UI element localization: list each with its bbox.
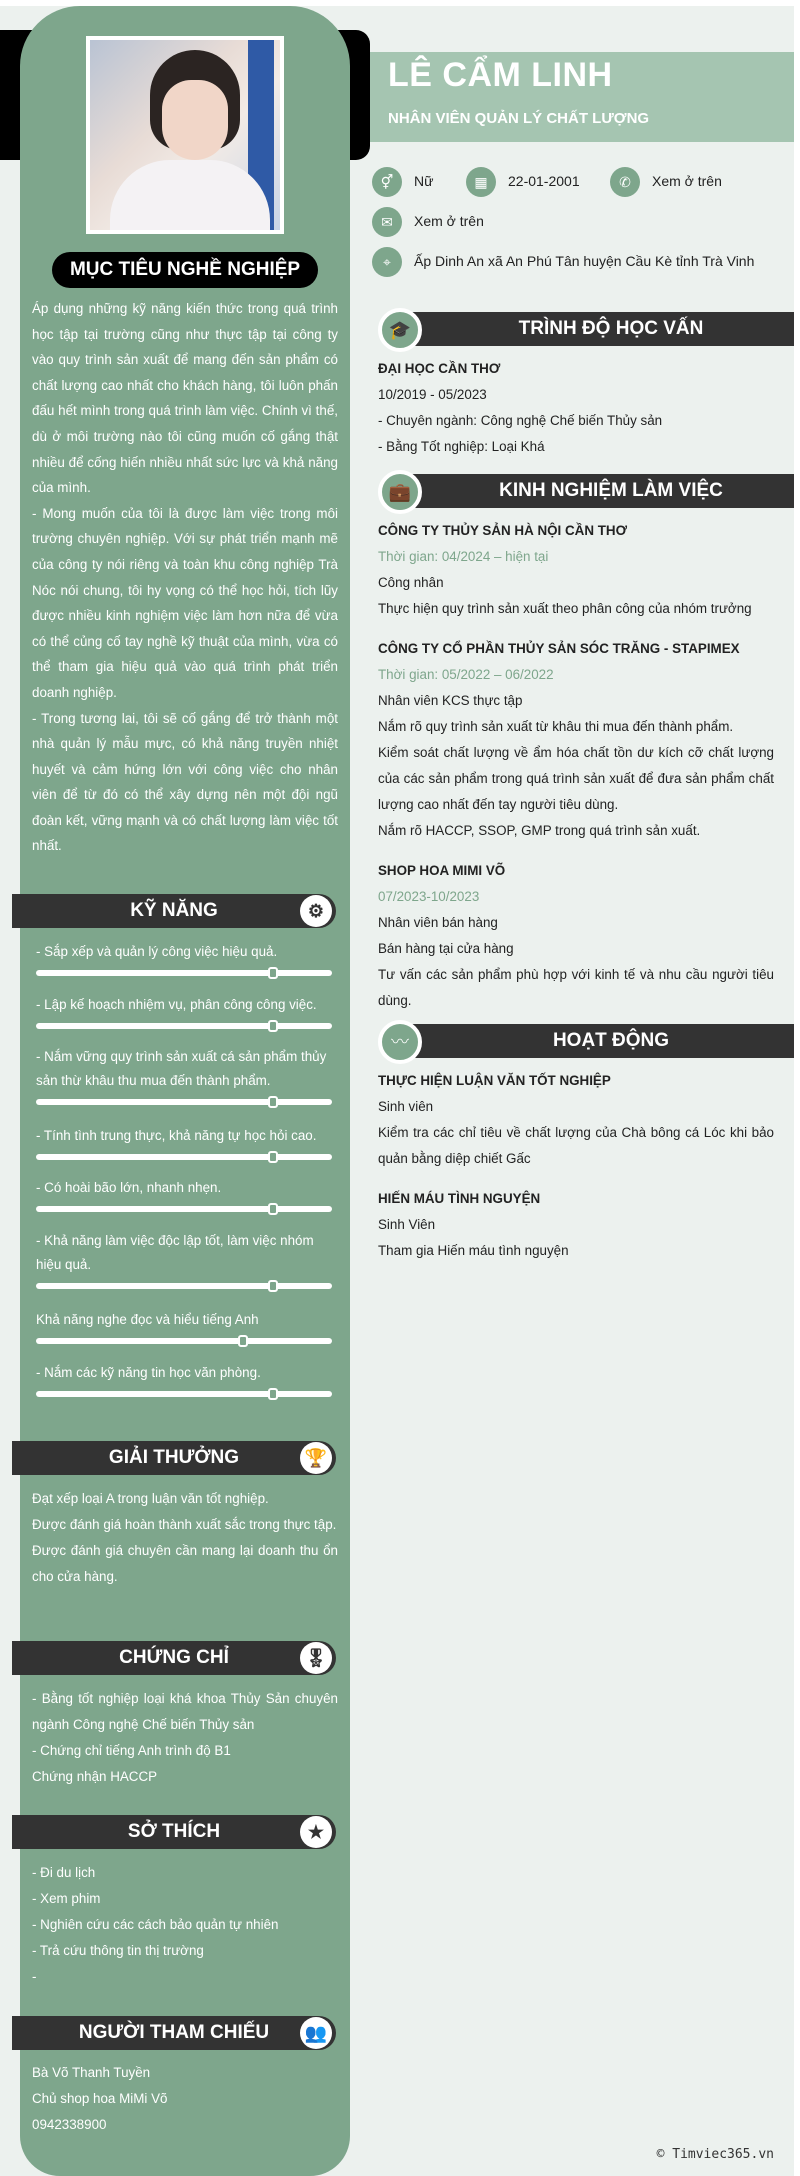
awards-title: GIẢI THƯỞNG [108,1447,240,1468]
activities-list [378,1068,774,1264]
pulse-icon: 〰 [378,1020,422,1064]
experience-details: Công nhân Thực hiện quy trình sản xuất theo phân công của nhóm trưởng [378,575,752,616]
medal-icon: 🎖 [300,1642,332,1674]
skill-bar [36,1099,332,1105]
awards-text: Đạt xếp loại A trong luận văn tốt nghiệp. Được đánh giá hoàn thành xuất sắc trong thực tập. Được đánh giá chuyên cần mang lại doanh thu ổn cho cửa hàng. [32,1491,338,1584]
objective-text: Áp dụng những kỹ năng kiến thức trong quá trình học tập tại trường cũng như thực tập tại công ty vào quy trình sản xuất để mang đến sản phẩm có chất lượng cao nhất cho khách hàng, tôi luôn phấn đấu hết mình trong quá trình làm việc. Chính vì thế, dù ở môi trường nào tôi cũng muốn cố gắng thật nhiều để cống hiến nhiều nhất sức lực và khả năng của mình. - Mong muốn của tôi là được làm việc trong môi trường chuyên nghiệp. Với sự phát triển mạnh mẽ của công ty nói riêng và toàn khu công nghiệp Trà Nóc nói chung, tôi hy vọng có thể học hỏi, tích lũy được nhiều kinh nghiệm việc làm hơn nữa để vừa có thể củng cố tay nghề kỹ thuật của mình, vừa có thể tham gia hiệu quả vào quá trình phát triển doanh nghiệp. - Trong tương lai, tôi sẽ cố gắng để trở thành một nhà quản lý mẫu mực, có khả năng truyền nhiệt huyết và cảm hứng lớn với công việc cho nhân viên để từ đó có thể xây dựng nên một đội ngũ đoàn kết, vững mạnh và có chất lượng làm việc tốt nhất. [32,301,338,854]
trophy-icon: 🏆 [300,1442,332,1474]
certificates-header [12,1641,336,1675]
email-value: Xem ở trên [414,213,484,229]
job-title: NHÂN VIÊN QUẢN LÝ CHẤT LƯỢNG [388,110,650,127]
gender-icon: ⚥ [372,167,402,197]
activity-name: HIẾN MÁU TÌNH NGUYỆN [378,1191,541,1206]
phone-value: Xem ở trên [652,173,722,189]
skill-label: - Nắm vững quy trình sản xuất cá sản phẩm thủy sản thừ khâu thu mua đến thành phẩm. [36,1049,327,1088]
skill-level-knob [268,1280,278,1292]
star-icon: ★ [300,1816,332,1848]
info-phone [610,166,722,197]
skill-item [36,940,332,976]
info-address [372,246,754,277]
skill-item [36,1176,332,1212]
references-title: NGƯỜI THAM CHIẾU [78,2022,270,2043]
candidate-name: LÊ CẨM LINH [388,56,613,94]
experience-time: 07/2023-10/2023 [378,889,480,904]
certificates-title: CHỨNG CHỈ [119,1647,229,1668]
skill-label: - Lập kế hoạch nhiệm vụ, phân công công việc. [36,997,317,1012]
info-email [372,206,484,237]
awards-header [12,1441,336,1475]
gender-value: Nữ [414,173,434,189]
hobbies-text: - Đi du lịch - Xem phim - Nghiên cứu các cách bảo quản tự nhiên - Trả cứu thông tin thị trường - [32,1865,279,1984]
address-value: Ấp Dinh An xã An Phú Tân huyện Cầu Kè tỉnh Trà Vinh [414,253,755,269]
info-dob [466,166,580,197]
experience-title: KINH NGHIỆM LÀM VIỆC [398,474,794,508]
activity-details: Sinh viên Kiểm tra các chỉ tiêu về chất lượng của Chà bông cá Lóc khi bảo quản bằng diệp chiết Gấc [378,1099,774,1166]
skill-label: - Có hoài bão lớn, nhanh nhẹn. [36,1180,222,1195]
skills-header [12,894,336,928]
skill-level-knob [238,1335,248,1347]
hobbies-title: SỞ THÍCH [127,1821,221,1842]
skill-label: - Nắm các kỹ năng tin học văn phòng. [36,1365,261,1380]
dob-value: 22-01-2001 [508,173,580,189]
footer-credit: © Timviec365.vn [656,2147,774,2162]
skill-level-knob [268,1203,278,1215]
experience-details: Nhân viên bán hàng Bán hàng tại cửa hàng Tư vấn các sản phẩm phù hợp với kinh tế và nhu cầu người tiêu dùng. [378,915,774,1008]
education-period: 10/2019 - 05/2023 [378,387,487,402]
skill-item [36,1361,332,1397]
experience-item [378,858,774,1014]
skill-bar [36,1338,332,1344]
activities-title: HOẠT ĐỘNG [398,1024,794,1058]
skill-item [36,993,332,1029]
experience-details: Nhân viên KCS thực tập Nắm rõ quy trình sản xuất từ khâu thi mua đến thành phẩm. Kiểm soát chất lượng về ẩm hóa chất tồn dư kích cỡ chất lượng của các sản phẩm trong quá trình sản xuất để đưa sản phẩm chất lượng cao nhất đến tay người tiêu dùng. Nắm rõ HACCP, SSOP, GMP trong quá trình sản xuất. [378,693,774,838]
email-icon: ✉ [372,207,402,237]
people-icon: 👥 [300,2017,332,2049]
education-school: ĐẠI HỌC CẦN THƠ [378,361,501,376]
skill-label: Khả năng nghe đọc và hiểu tiếng Anh [36,1312,259,1327]
certificates-text: - Bằng tốt nghiệp loại khá khoa Thủy Sản chuyên ngành Công nghệ Chế biến Thủy sản - Chứng chỉ tiếng Anh trình độ B1 Chứng nhận HACCP [32,1691,338,1784]
experience-company: CÔNG TY CỔ PHẦN THỦY SẢN SÓC TRĂNG - STAPIMEX [378,641,740,656]
phone-icon: ✆ [610,167,640,197]
activity-item [378,1068,774,1172]
hobbies-header [12,1815,336,1849]
skill-label: - Tính tình trung thực, khả năng tự học hỏi cao. [36,1128,317,1143]
avatar [86,36,284,234]
experience-item [378,636,774,844]
experience-list [378,518,774,1014]
skill-item [36,1229,332,1289]
location-icon: ⌖ [372,247,402,277]
experience-item [378,518,774,622]
references-text: Bà Võ Thanh Tuyền Chủ shop hoa MiMi Võ 0942338900 [32,2065,168,2132]
skills-title: KỸ NĂNG [130,900,218,921]
gear-icon: ⚙ [300,895,332,927]
skill-label: - Khả năng làm việc độc lập tốt, làm việc nhóm hiệu quả. [36,1233,314,1272]
skill-item [36,1124,332,1160]
skill-level-knob [268,967,278,979]
skill-bar [36,1391,332,1397]
skill-bar [36,1023,332,1029]
experience-header [378,470,794,508]
skill-level-knob [268,1388,278,1400]
skill-label: - Sắp xếp và quản lý công việc hiệu quả. [36,944,278,959]
skill-level-knob [268,1020,278,1032]
experience-company: CÔNG TY THỦY SẢN HÀ NỘI CẦN THƠ [378,523,627,538]
activity-name: THỰC HIỆN LUẬN VĂN TỐT NGHIỆP [378,1073,611,1088]
experience-time: Thời gian: 04/2024 – hiện tại [378,549,549,564]
experience-company: SHOP HOA MIMI VÕ [378,863,506,878]
education-title: TRÌNH ĐỘ HỌC VẤN [398,312,794,346]
graduation-cap-icon: 🎓 [378,308,422,352]
activity-details: Sinh Viên Tham gia Hiến máu tình nguyện [378,1217,569,1258]
objective-title: MỤC TIÊU NGHỀ NGHIỆP [52,252,318,288]
skill-bar [36,970,332,976]
education-header [378,308,794,346]
skill-item [36,1308,332,1344]
skill-level-knob [268,1151,278,1163]
activity-item [378,1186,774,1264]
experience-time: Thời gian: 05/2022 – 06/2022 [378,667,554,682]
education-details: - Chuyên ngành: Công nghệ Chế biến Thủy sản - Bằng Tốt nghiệp: Loại Khá [378,413,663,454]
activities-header [378,1020,794,1058]
skill-level-knob [268,1096,278,1108]
info-gender [372,166,433,197]
skill-bar [36,1206,332,1212]
education-block [378,356,774,460]
skill-bar [36,1154,332,1160]
briefcase-icon: 💼 [378,470,422,514]
skill-item [36,1045,332,1105]
calendar-icon: ▦ [466,167,496,197]
skill-bar [36,1283,332,1289]
references-header [12,2016,336,2050]
